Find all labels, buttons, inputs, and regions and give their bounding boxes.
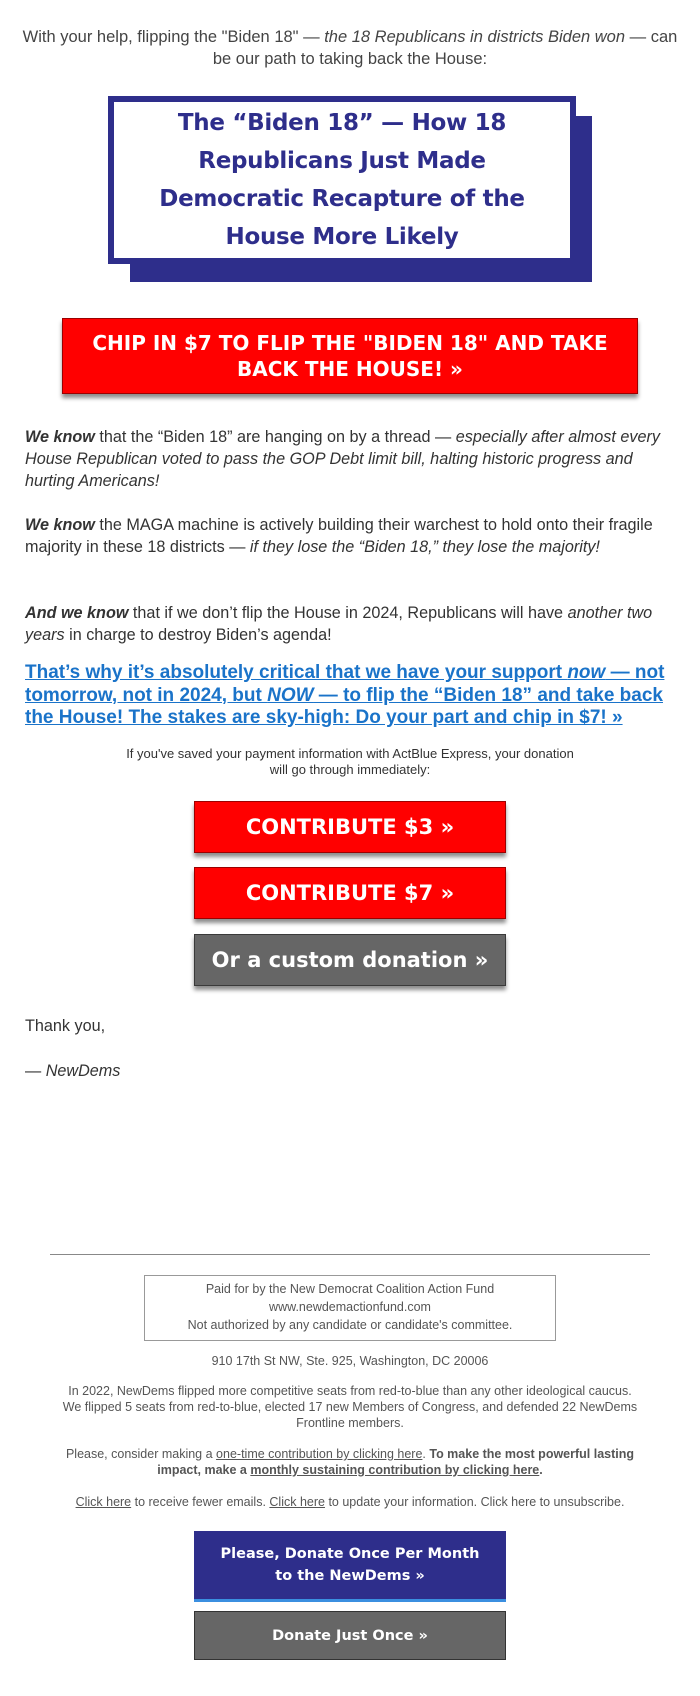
consider-prefix: Please, consider making a	[65, 1447, 217, 1461]
actblue-express-note: If you've saved your payment information with ActBlue Express, your donation will go through immediately:	[126, 746, 574, 777]
bold-period: .	[539, 1463, 543, 1477]
p3-end: in charge to destroy Biden’s agenda!	[64, 626, 332, 644]
support-now-link[interactable]	[25, 662, 675, 730]
cta-part1[interactable]: That’s why it’s absolutely critical that we have your support	[25, 662, 568, 683]
cta-part2[interactable]: — not tomorrow, not in 2024, but	[25, 662, 665, 706]
p3-italic: another two years	[25, 604, 653, 644]
fewer-emails-link[interactable]: Click here	[75, 1495, 132, 1509]
signature	[25, 1062, 120, 1081]
intro-text	[20, 26, 680, 70]
contribution-prompt	[60, 1446, 640, 1478]
headline-title: The “Biden 18” — How 18 Republicans Just Made Democratic Recapture of the House More Likely	[159, 110, 525, 250]
monthly-contribution-link[interactable]: monthly sustaining contribution by clicking here	[250, 1463, 540, 1477]
intro-italic: the 18 Republicans in districts Biden won	[324, 28, 626, 46]
update-info-text: to update your information. Click here to unsubscribe.	[324, 1495, 625, 1509]
not-authorized-line: Not authorized by any candidate or candidate's committee.	[187, 1318, 513, 1332]
bold-prefix: To make the most powerful lasting impact, make a	[157, 1447, 635, 1477]
caucus-blurb: In 2022, NewDems flipped more competitive seats from red-to-blue than any other ideological caucus. We flipped 5 seats from red-to-blue, elected 17 new Members of Congress, and defended 22 NewDems Frontline members.	[62, 1384, 638, 1430]
mailing-address: 910 17th St NW, Ste. 925, Washington, DC 20006	[211, 1354, 489, 1368]
p2-lead: We know	[25, 516, 95, 534]
website-line: www.newdemactionfund.com	[269, 1300, 431, 1314]
intro-before: With your help, flipping the "Biden 18" —	[22, 28, 325, 46]
p3-lead: And we know	[25, 604, 129, 622]
p1-italic: especially after almost every House Republican voted to pass the GOP Debt limit bill, halting historic progress and hurting Americans!	[25, 428, 660, 490]
paid-for-box	[144, 1275, 556, 1341]
paragraph-we-know-1	[25, 426, 665, 492]
footer-divider	[50, 1254, 650, 1255]
donate-monthly-button[interactable]: Please, Donate Once Per Month to the NewDems »	[194, 1531, 506, 1602]
p3-plain: that if we don’t flip the House in 2024, Republicans will have	[128, 604, 568, 622]
contribute-3-button[interactable]: CONTRIBUTE $3 »	[194, 801, 506, 853]
intro-after: — can be our path to taking back the House:	[212, 28, 678, 68]
one-time-contribution-link[interactable]: one-time contribution by clicking here	[216, 1447, 423, 1461]
cta-italic-now[interactable]: now	[567, 662, 606, 683]
headline-box	[108, 96, 576, 264]
cta-part3[interactable]: — to flip the “Biden 18” and take back the House! The stakes are sky-high: Do your part and chip in $7! »	[25, 684, 663, 728]
contribute-7-button[interactable]: CONTRIBUTE $7 »	[194, 867, 506, 919]
consider-period: .	[422, 1447, 430, 1461]
email-preferences	[60, 1494, 640, 1510]
headline-graphic	[108, 96, 592, 282]
cta-italic-now-caps[interactable]: NOW	[267, 684, 314, 706]
fewer-emails-text: to receive fewer emails.	[131, 1495, 270, 1509]
update-info-link[interactable]: Click here	[269, 1495, 325, 1509]
signature-dash: —	[25, 1062, 46, 1080]
donate-once-button[interactable]: Donate Just Once »	[194, 1611, 506, 1660]
p1-lead: We know	[25, 428, 95, 446]
paid-for-line: Paid for by the New Democrat Coalition Action Fund	[205, 1282, 495, 1296]
signature-name: NewDems	[45, 1062, 121, 1080]
p2-italic: if they lose the “Biden 18,” they lose the majority!	[249, 538, 600, 556]
paragraph-and-we-know	[25, 602, 665, 646]
paragraph-we-know-2	[25, 514, 665, 558]
custom-donation-button[interactable]: Or a custom donation »	[194, 934, 506, 986]
p1-plain: that the “Biden 18” are hanging on by a thread —	[94, 428, 456, 446]
thank-you-text: Thank you,	[25, 1017, 106, 1035]
p2-plain: the MAGA machine is actively building their warchest to hold onto their fragile majority in these 18 districts —	[25, 516, 653, 556]
chip-in-7-button[interactable]: CHIP IN $7 TO FLIP THE "BIDEN 18" AND TAKE BACK THE HOUSE! »	[62, 318, 638, 394]
